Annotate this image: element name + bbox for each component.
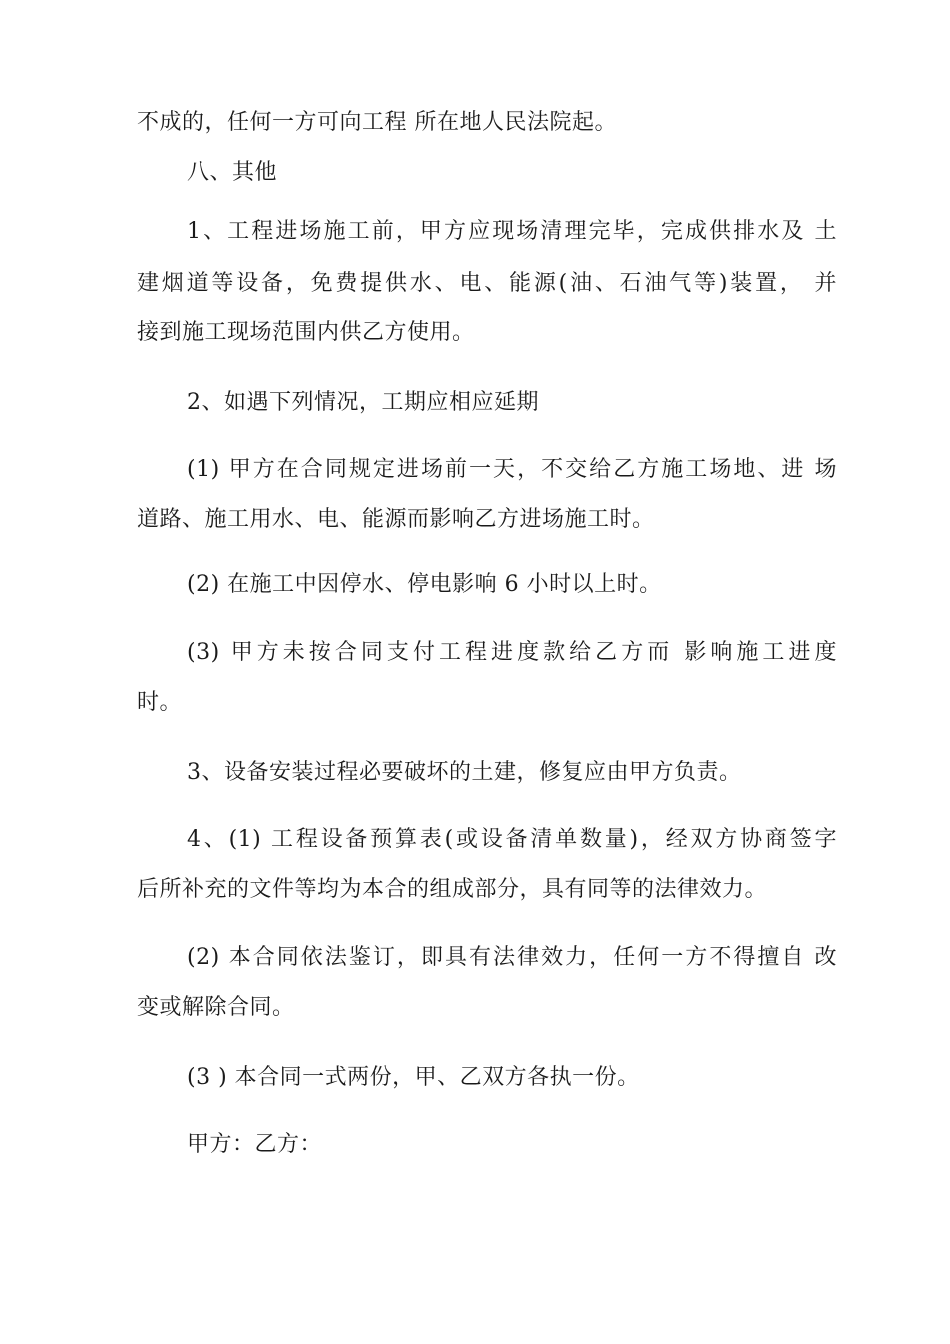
clause-4-item-2-line-1: (2) 本合同依法鉴订，即具有法律效力，任何一方不得擅自 改 [187,945,837,970]
clause-1-line-3: 接到施工现场范围内供乙方使用。 [137,320,475,345]
clause-2-heading: 2、如遇下列情况，工期应相应延期 [187,390,539,415]
clause-4-item-1-line-1: 4、(1) 工程设备预算表(或设备清单数量)，经双方协商签字 [187,827,837,852]
clause-2-item-3-line-2: 时。 [137,690,183,715]
signature-line: 甲方：乙方： [187,1132,323,1157]
clause-1-line-1: 1、工程进场施工前，甲方应现场清理完毕，完成供排水及 土 [187,219,837,244]
clause-2-item-1-line-2: 道路、施工用水、电、能源而影响乙方进场施工时。 [137,507,655,532]
clause-1-line-2: 建烟道等设备，免费提供水、电、能源(油、石油气等)装置， 并 [137,271,837,296]
clause-4-item-1-line-2: 后所补充的文件等均为本合的组成部分，具有同等的法律效力。 [137,877,768,902]
text-line-1: 不成的，任何一方可向工程 所在地人民法院起。 [137,110,617,135]
section-heading-other: 八、其他 [187,160,278,185]
clause-4-item-2-line-2: 变或解除合同。 [137,995,295,1020]
clause-4-item-3: (3 ) 本合同一式两份，甲、乙双方各执一份。 [187,1065,640,1090]
clause-2-item-3-line-1: (3) 甲方未按合同支付工程进度款给乙方而 影响施工进度 [187,640,837,665]
clause-2-item-1-line-1: (1) 甲方在合同规定进场前一天，不交给乙方施工场地、进 场 [187,457,837,482]
clause-3: 3、设备安装过程必要破坏的土建，修复应由甲方负责。 [187,760,742,785]
clause-2-item-2: (2) 在施工中因停水、停电影响 6 小时以上时。 [187,572,662,597]
